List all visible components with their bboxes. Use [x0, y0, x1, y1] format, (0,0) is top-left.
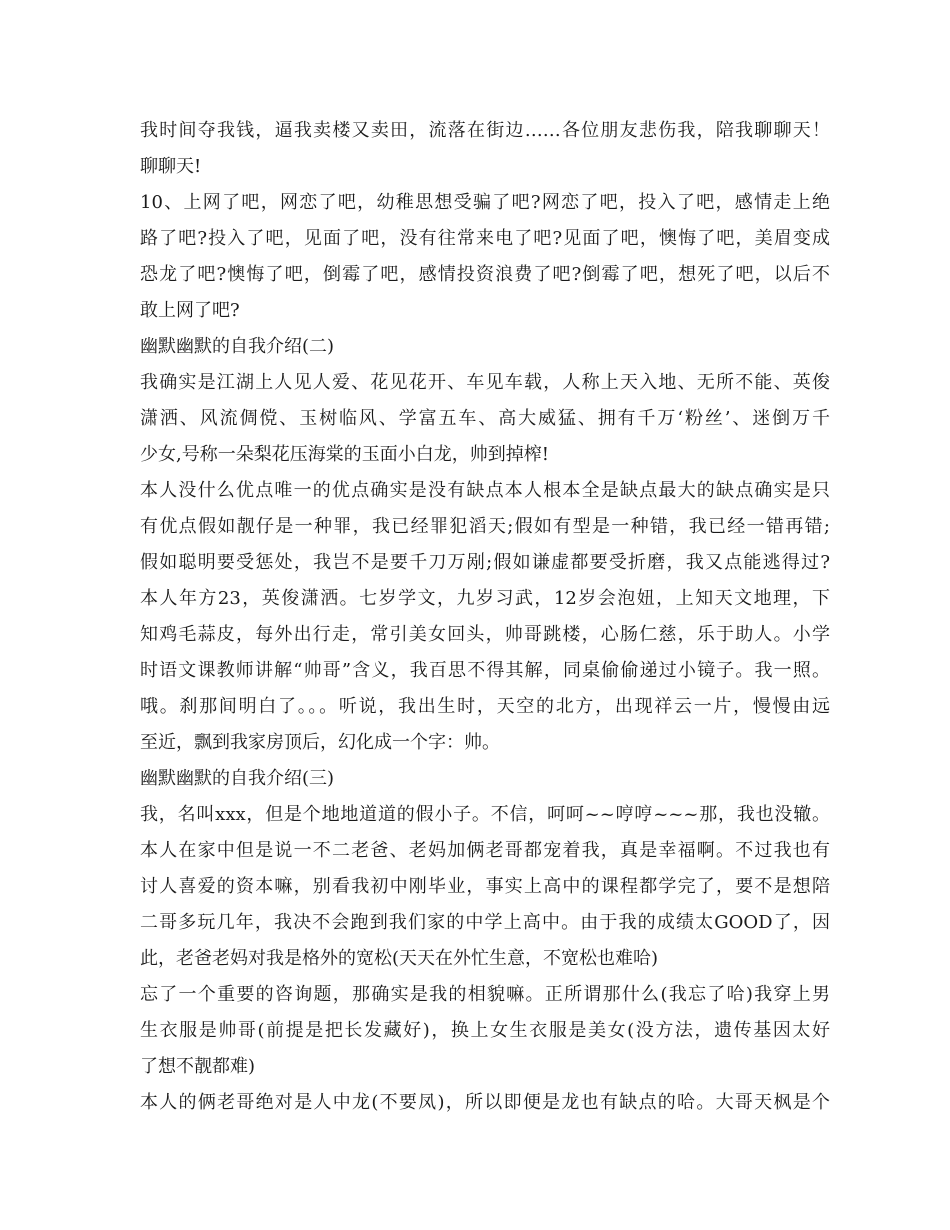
- text-line: 敢上网了吧?: [140, 300, 240, 321]
- text-line: 生衣服是帅哥(前提是把长发藏好)，换上女生衣服是美女(没方法，遗传基因太好: [140, 1020, 830, 1041]
- text-line: 恐龙了吧?懊悔了吧，倒霉了吧，感情投资浪费了吧?倒霉了吧，想死了吧，以后不: [140, 264, 830, 285]
- text-line: 知鸡毛蒜皮，每外出行走，常引美女回头，帅哥跳楼，心肠仁慈，乐于助人。小学: [140, 624, 830, 645]
- text-line: 此，老爸老妈对我是格外的宽松(天天在外忙生意，不宽松也难哈): [140, 948, 659, 969]
- text-line: 我时间夺我钱，逼我卖楼又卖田，流落在街边……各位朋友悲伤我，陪我聊聊天！: [140, 120, 830, 141]
- text-line: 二哥多玩几年，我决不会跑到我们家的中学上高中。由于我的成绩太GOOD了，因: [140, 912, 830, 933]
- text-line: 10、上网了吧，网恋了吧，幼稚思想受骗了吧?网恋了吧，投入了吧，感情走上绝: [140, 192, 830, 213]
- text-line: 潇洒、风流倜傥、玉树临风、学富五车、高大威猛、拥有千万‘粉丝’、迷倒万千: [140, 408, 830, 429]
- text-line: 我确实是江湖上人见人爱、花见花开、车见车载，人称上天入地、无所不能、英俊: [140, 372, 830, 393]
- text-line: 本人的俩老哥绝对是人中龙(不要凤)，所以即便是龙也有缺点的哈。大哥天枫是个: [140, 1092, 830, 1113]
- text-line: 少女,号称一朵梨花压海棠的玉面小白龙，帅到掉榨!: [140, 444, 549, 465]
- text-line: 至近，飘到我家房顶后，幻化成一个字：帅。: [140, 732, 500, 753]
- text-line: 聊聊天!: [140, 156, 202, 177]
- text-line: 假如聪明要受惩处，我岂不是要千刀万剐;假如谦虚都要受折磨，我又点能逃得过?: [140, 552, 830, 573]
- section-heading: 幽默幽默的自我介绍(二): [140, 336, 335, 357]
- text-line: 讨人喜爱的资本嘛，别看我初中刚毕业，事实上高中的课程都学完了，要不是想陪: [140, 876, 830, 897]
- text-line: 本人没什么优点唯一的优点确实是没有缺点本人根本全是缺点最大的缺点确实是只: [140, 480, 830, 501]
- text-line: 路了吧?投入了吧，见面了吧，没有往常来电了吧?见面了吧，懊悔了吧，美眉变成: [140, 228, 830, 249]
- text-line: 本人在家中但是说一不二老爸、老妈加俩老哥都宠着我，真是幸福啊。不过我也有: [140, 840, 830, 861]
- text-line: 时语文课教师讲解“帅哥”含义，我百思不得其解，同桌偷偷递过小镜子。我一照。: [140, 660, 830, 681]
- text-line: 有优点假如靓仔是一种罪，我已经罪犯滔天;假如有型是一种错，我已经一错再错;: [140, 516, 830, 537]
- text-line: 本人年方23，英俊潇洒。七岁学文，九岁习武，12岁会泡妞，上知天文地理，下: [140, 588, 830, 609]
- text-line: 哦。刹那间明白了。。。听说，我出生时，天空的北方，出现祥云一片，慢慢由远: [140, 696, 830, 717]
- document-body: [140, 113, 830, 1121]
- text-line: 忘了一个重要的咨询题，那确实是我的相貌嘛。正所谓那什么(我忘了哈)我穿上男: [140, 984, 830, 1005]
- text-line: 我，名叫xxx，但是个地地道道的假小子。不信，呵呵~~哼哼~~~那，我也没辙。: [140, 804, 830, 825]
- section-heading: 幽默幽默的自我介绍(三): [140, 768, 335, 789]
- text-line: 了想不靓都难): [140, 1056, 256, 1077]
